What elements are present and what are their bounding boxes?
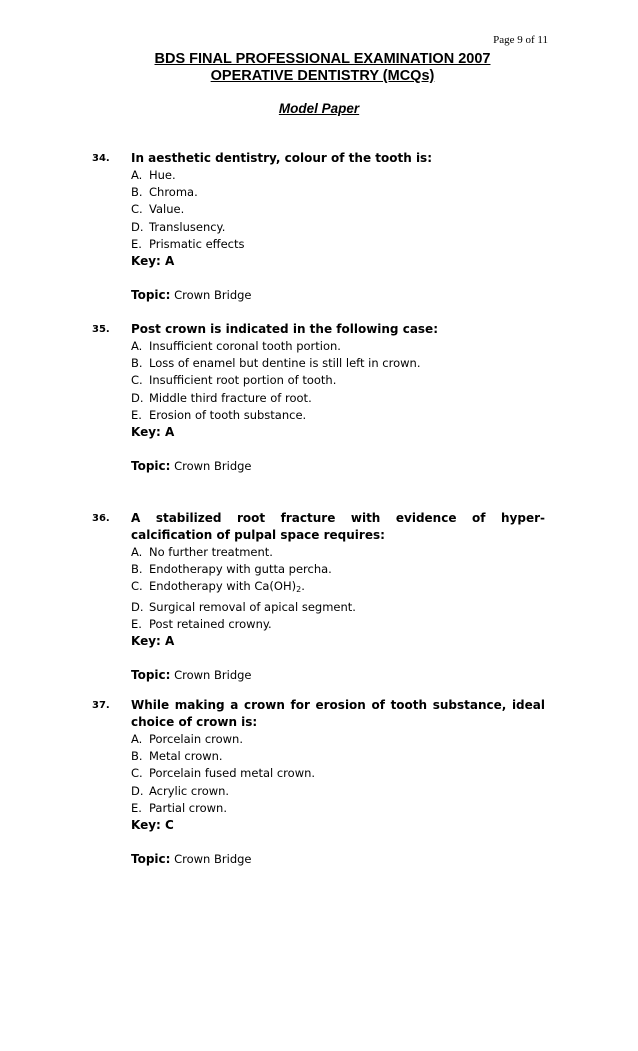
option-list [131, 338, 545, 424]
option-d: D. Acrylic crown. [131, 783, 230, 798]
option-b: B. Chroma. [131, 185, 198, 200]
exam-subject: OPERATIVE DENTISTRY (MCQs) [210, 68, 435, 84]
page-number: Page 9 of 11 [493, 34, 548, 46]
question-number: 35. [92, 324, 110, 335]
topic-line [131, 287, 545, 304]
topic-value: Crown Bridge [174, 852, 252, 867]
topic-value: Crown Bridge [174, 459, 252, 474]
topic-value: Crown Bridge [174, 668, 252, 683]
topic-value: Crown Bridge [174, 288, 252, 303]
question-text: Post crown is indicated in the following case: [131, 322, 438, 336]
option-e: E. Post retained crowny. [131, 616, 272, 631]
topic-label: Topic: [131, 668, 171, 683]
option-list [131, 167, 545, 253]
answer-key: Key: A [131, 634, 175, 649]
question-text: In aesthetic dentistry, colour of the tooth is: [131, 151, 432, 165]
option-list [131, 544, 545, 633]
answer-key: Key: A [131, 254, 175, 269]
exam-header [150, 51, 495, 85]
subscript: 2 [296, 585, 302, 595]
option-a: A. No further treatment. [131, 545, 273, 559]
topic-label: Topic: [131, 459, 171, 474]
answer-key: Key: C [131, 818, 174, 833]
option-c: C. Porcelain fused metal crown. [131, 766, 316, 781]
topic-line [131, 851, 545, 868]
topic-line [131, 458, 545, 475]
option-b: B. Loss of enamel but dentine is still left in crown. [131, 356, 421, 371]
option-d: D. Translusency. [131, 219, 226, 234]
question-text: While making a crown for erosion of tooth substance, ideal choice of crown is: [131, 698, 545, 729]
option-a: A. Hue. [131, 168, 176, 182]
option-e: E. Prismatic effects [131, 236, 245, 251]
option-d: D. Surgical removal of apical segment. [131, 599, 356, 614]
option-c: C. Insufficient root portion of tooth. [131, 373, 337, 388]
question-number: 37. [92, 700, 110, 711]
option-a: A. Insufficient coronal tooth portion. [131, 339, 341, 353]
topic-line [131, 667, 545, 684]
topic-label: Topic: [131, 852, 171, 867]
option-e: E. Erosion of tooth substance. [131, 407, 307, 422]
question-number: 34. [92, 153, 110, 164]
question-body [131, 697, 545, 868]
option-e: E. Partial crown. [131, 800, 227, 815]
option-b: B. Metal crown. [131, 749, 223, 764]
paper-subtitle: Model Paper [278, 101, 360, 116]
question-body [131, 150, 545, 304]
exam-title: BDS FINAL PROFESSIONAL EXAMINATION 2007 [154, 51, 491, 67]
option-a: A. Porcelain crown. [131, 732, 243, 746]
option-c: C. Value. [131, 202, 185, 217]
answer-key: Key: A [131, 425, 175, 440]
topic-label: Topic: [131, 288, 171, 303]
question-number: 36. [92, 513, 110, 524]
option-list [131, 731, 545, 817]
option-b: B. Endotherapy with gutta percha. [131, 562, 332, 577]
question-text: A stabilized root fracture with evidence of hyper-calcification of pulpal space requires: [131, 511, 545, 542]
option-c: C. Endotherapy with $Ca(OH)_2$. [131, 579, 305, 595]
option-d: D. Middle third fracture of root. [131, 390, 312, 405]
question-body [131, 321, 545, 475]
question-body [131, 510, 545, 684]
